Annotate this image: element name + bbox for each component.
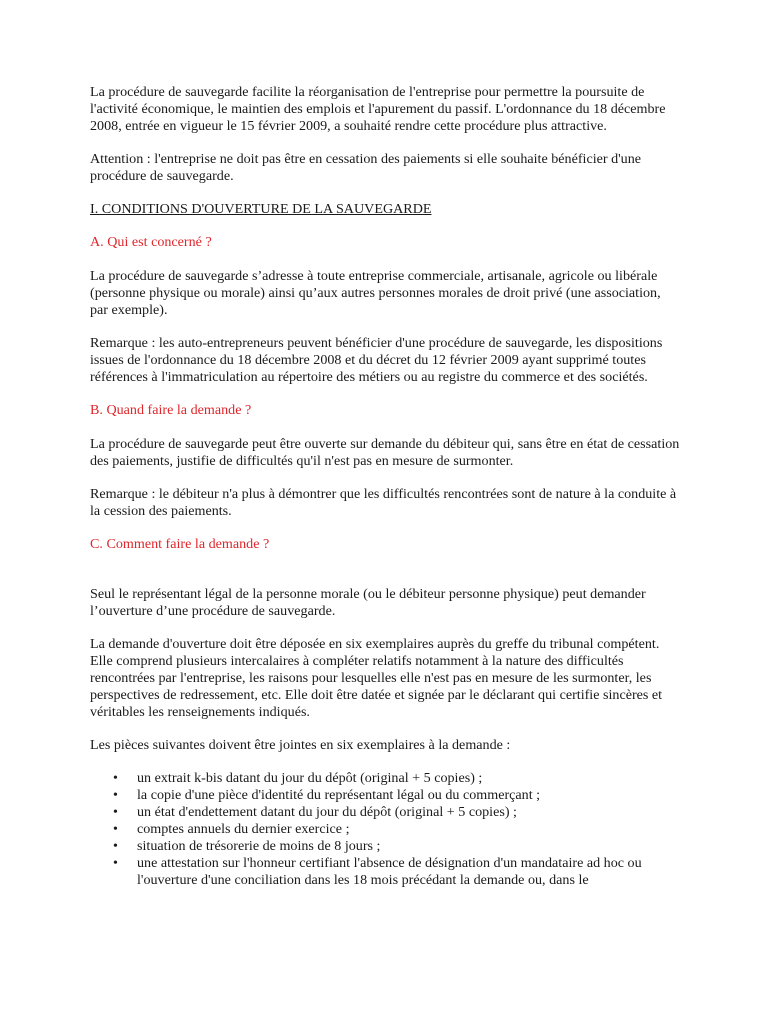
intro-paragraph: La procédure de sauvegarde facilite la réorganisation de l'entreprise pour permettre la poursuite de l'activité économique, le maintien des emplois et l'apurement du passif. L'ordonnance du 18 décembre 2008, entrée en vigueur le 15 février 2009, a souhaité rendre cette procédure plus attractive. (90, 84, 666, 134)
list-item: • la copie d'une pièce d'identité du représentant légal ou du commerçant ; (137, 787, 680, 804)
subheading-quand-faire-la-demande: B. Quand faire la demande ? (90, 402, 252, 418)
attention-paragraph: Attention : l'entreprise ne doit pas être en cessation des paiements si elle souhaite bénéficier d'une procédure de sauvegarde. (90, 151, 642, 184)
subheading-qui-est-concerne: A. Qui est concerné ? (90, 234, 212, 250)
list-item: • un état d'endettement datant du jour du dépôt (original + 5 copies) ; (137, 804, 680, 821)
list-item: • une attestation sur l'honneur certifiant l'absence de désignation d'un mandataire ad hoc ou l'ouverture d'une conciliation dans les 18 mois précédant la demande ou, dans le (137, 855, 680, 889)
paragraph-required-documents-intro: Les pièces suivantes doivent être jointes en six exemplaires à la demande : (90, 737, 511, 753)
paragraph-request-filing: La demande d'ouverture doit être déposée en six exemplaires auprès du greffe du tribunal compétent. Elle comprend plusieurs intercalaires à compléter relatifs notamment à la nature des difficultés rencontrées par l'entreprise, les raisons pour lesquelles elle n'est pas en mesure de les surmonter, les perspectives de redressement, etc. Elle doit être datée et signée par le déclarant qui certifie sincères et véritables les renseignements indiqués. (90, 636, 663, 720)
paragraph-concerned-entities: La procédure de sauvegarde s’adresse à toute entreprise commerciale, artisanale, agricole ou libérale (personne physique ou morale) ainsi qu’aux autres personnes morales de droit privé (une association, par exemple). (90, 268, 661, 318)
list-item: • comptes annuels du dernier exercice ; (137, 821, 680, 838)
list-item: • situation de trésorerie de moins de 8 jours ; (137, 838, 680, 855)
paragraph-when-to-request: La procédure de sauvegarde peut être ouverte sur demande du débiteur qui, sans être en état de cessation des paiements, justifie de difficultés qu'il n'est pas en mesure de surmonter. (90, 436, 680, 469)
subheading-comment-faire-la-demande: C. Comment faire la demande ? (90, 536, 270, 552)
list-item: • un extrait k-bis datant du jour du dépôt (original + 5 copies) ; (137, 770, 680, 787)
remark-debtor-difficulties: Remarque : le débiteur n'a plus à démontrer que les difficultés rencontrées sont de nature à la conduite à la cession des paiements. (90, 486, 677, 519)
remark-auto-entrepreneurs: Remarque : les auto-entrepreneurs peuvent bénéficier d'une procédure de sauvegarde, les dispositions issues de l'ordonnance du 18 décembre 2008 et du décret du 12 février 2009 ayant supprimé toutes références à l'immatriculation au répertoire des métiers ou au registre du commerce et des sociétés. (90, 335, 663, 385)
section-title: I. CONDITIONS D'OUVERTURE DE LA SAUVEGARDE (90, 201, 432, 217)
required-documents-list (90, 770, 680, 889)
document-page (90, 84, 680, 889)
paragraph-legal-representative: Seul le représentant légal de la personne morale (ou le débiteur personne physique) peut demander l’ouverture d’une procédure de sauvegarde. (90, 586, 646, 619)
